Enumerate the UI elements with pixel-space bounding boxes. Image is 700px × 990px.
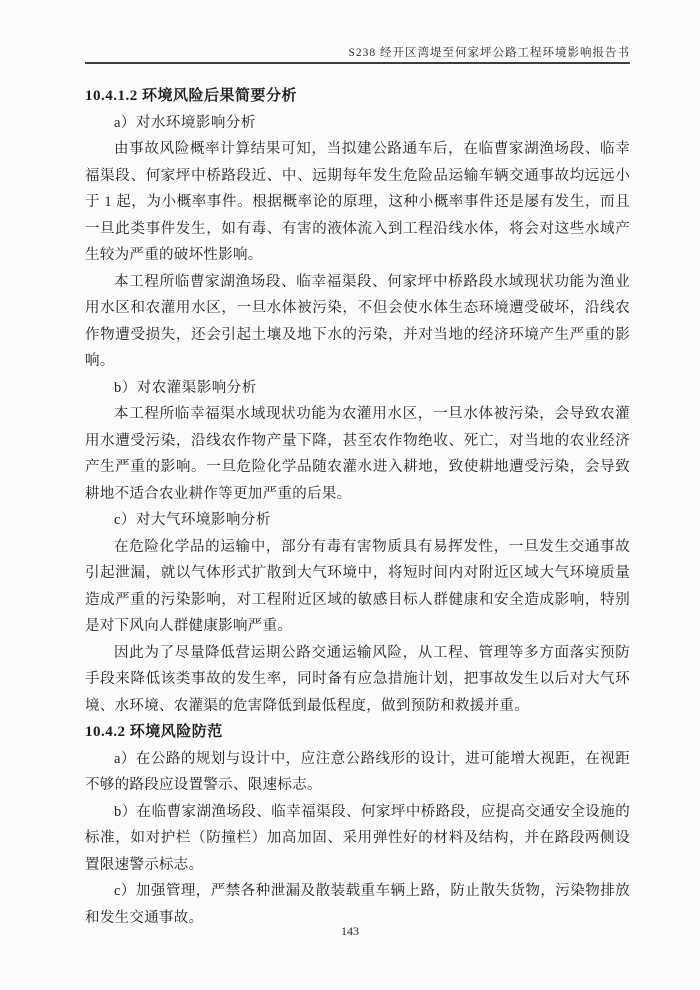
page-number: 143 [341,924,359,938]
paragraph-prevention-a: a）在公路的规划与设计中，应注意公路线形的设计，进可能增大视距，在视距不够的路段应设置警示、限速标志。 [85,750,630,793]
paragraph-risk-reduction-summary: 因此为了尽量降低营运期公路交通运输风险，从工程、管理等多方面落实预防手段来降低该类事故的发生率，同时备有应急措施计划，把事故发生以后对大气环境、水环境、农灌渠的危害降低到最低程度，做到预防和救援并重。 [85,644,630,714]
subheading-a-water-impact: a）对水环境影响分析 [114,114,256,131]
paragraph-irrigation-impact: 本工程所临幸福渠水域现状功能为农灌用水区，一旦水体被污染，会导致农灌用水遭受污染，沿线农作物产量下降，甚至农作物绝收、死亡，对当地的农业经济产生严重的影响。一旦危险化学品随农灌水进入耕地，致使耕地遭受污染，会导致耕地不适合农业耕作等更加严重的后果。 [85,406,630,502]
document-body [85,83,630,931]
paragraph-prevention-b: b）在临曹家湖渔场段、临幸福渠段、何家坪中桥路段，应提高交通安全设施的标准，如对护栏（防撞栏）加高加固、采用弹性好的材料及结构，并在路段两侧设置限速警示标志。 [85,803,630,873]
paragraph-water-impact-1: 由事故风险概率计算结果可知，当拟建公路通车后，在临曹家湖渔场段、临幸福渠段、何家坪中桥路段近、中、远期每年发生危险品运输车辆交通事故均远远小于 1 起，为小概率事件。根据概率论的原理，这种小概率事件还是屡有发生，而且一旦此类事件发生，如有毒、有害的液体流入到工程沿线水体，将会对这些水域产生较为严重的破坏性影响。 [85,141,630,263]
paragraph-air-impact: 在危险化学品的运输中，部分有毒有害物质具有易挥发性，一旦发生交通事故引起泄漏，就以气体形式扩散到大气环境中，将短时间内对附近区域大气环境质量造成严重的污染影响，对工程附近区域的敏感目标人群健康和安全造成影响，特别是对下风向人群健康影响严重。 [85,538,630,634]
subheading-b-irrigation-impact: b）对农灌渠影响分析 [114,379,257,396]
section-heading-10.4.2: 10.4.2 环境风险防范 [85,724,223,740]
paragraph-water-impact-2: 本工程所临曹家湖渔场段、临幸福渠段、何家坪中桥路段水域现状功能为渔业用水区和农灌用水区，一旦水体被污染，不但会使水体生态环境遭受破坏，沿线农作物遭受损失，还会引起土壤及地下水的污染，并对当地的经济环境产生严重的影响。 [85,273,630,369]
section-heading-10.4.1.2: 10.4.1.2 环境风险后果简要分析 [85,88,298,104]
header-rule [85,62,630,64]
running-header: S238 经开区湾堤至何家坪公路工程环境影响报告书 [348,47,630,59]
subheading-c-air-impact: c）对大气环境影响分析 [114,512,271,528]
paragraph-prevention-c: c）加强管理，严禁各种泄漏及散装载重车辆上路，防止散失货物，污染物排放和发生交通事故。 [85,883,630,926]
